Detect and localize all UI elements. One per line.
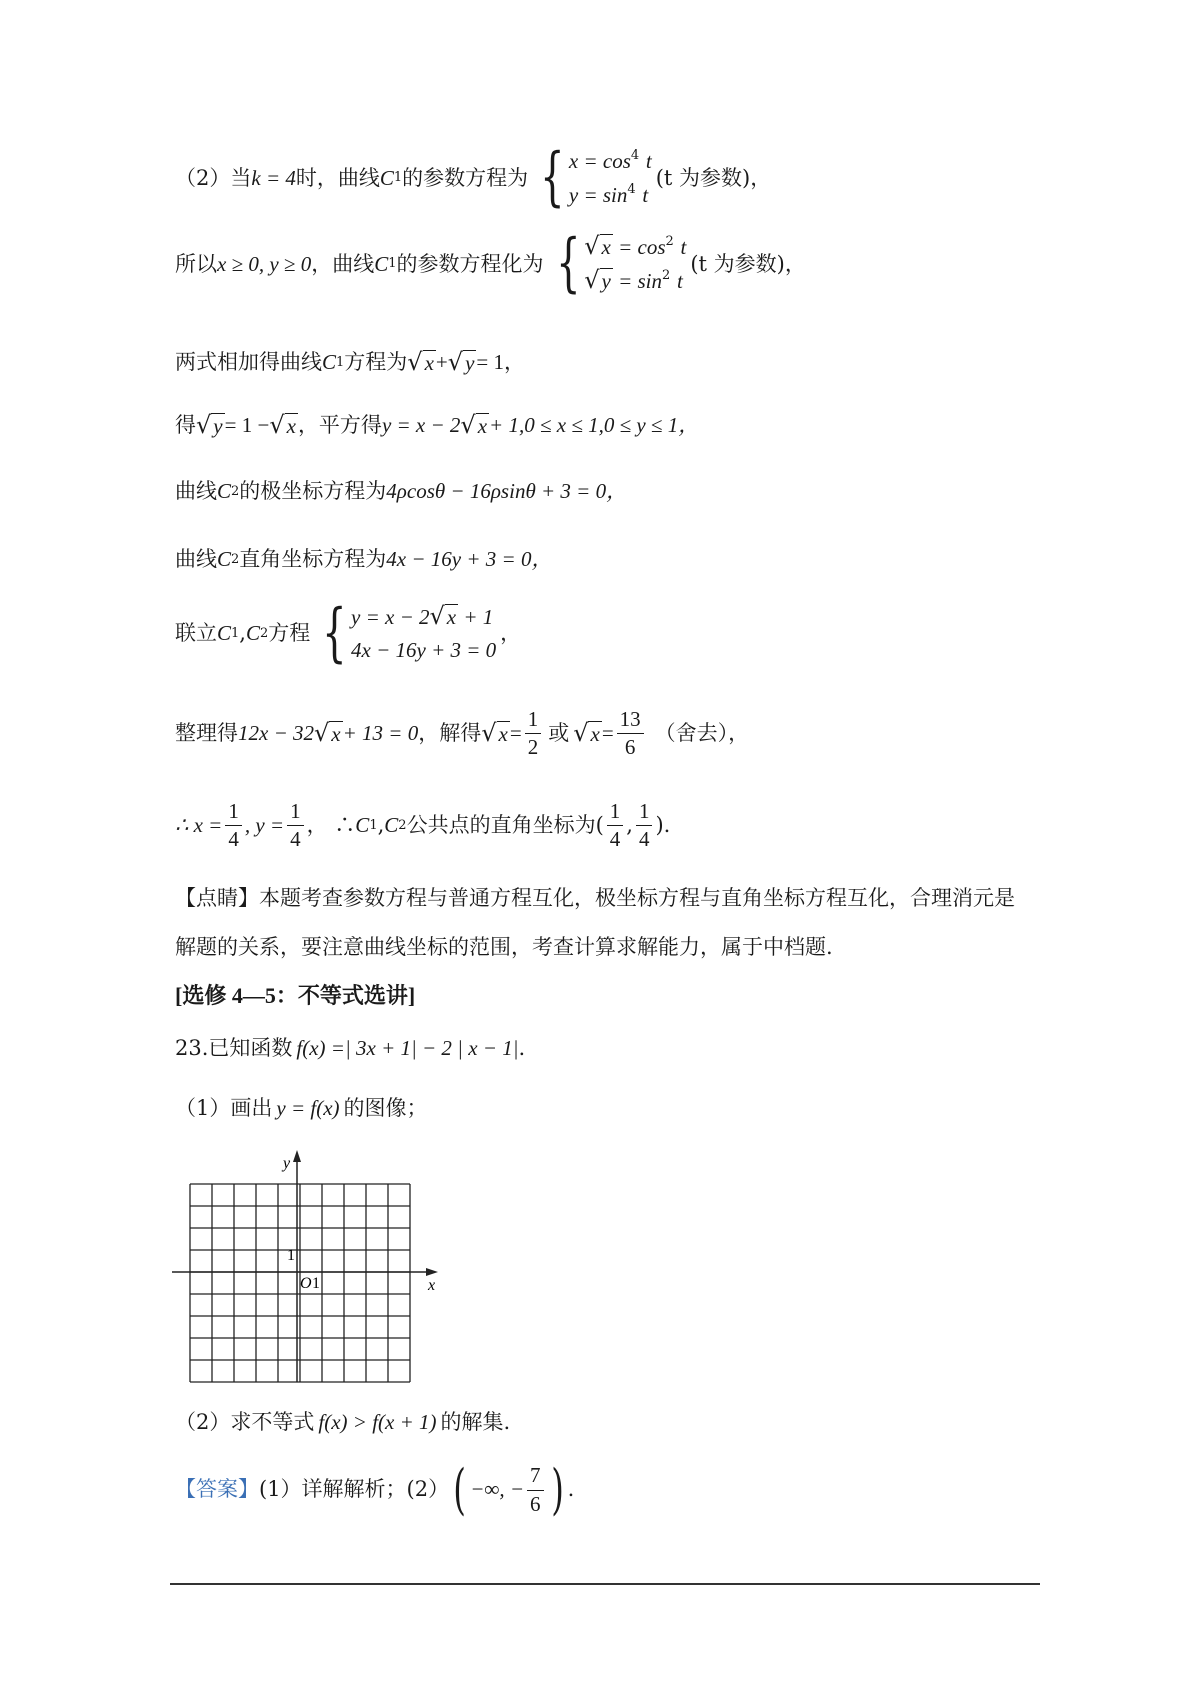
curve-c2: C <box>245 621 260 646</box>
brace-icon: { <box>540 140 565 215</box>
curve-c1-sub: 1 <box>393 170 403 186</box>
part2-lead: （2）求不等式 <box>175 1410 315 1434</box>
part4-lead: 两式相加得曲线 <box>175 350 322 374</box>
part4-line <box>175 350 525 375</box>
right-paren-icon: ) <box>550 1458 564 1521</box>
fraction-seven-sixths: $\frac{7}{6}$ <box>527 1464 544 1515</box>
part7-mid: 直角坐标方程为 <box>239 547 387 571</box>
part5-line <box>175 413 699 438</box>
sqrt-x: √ x <box>314 719 341 748</box>
x-axis-arrow-icon <box>426 1268 438 1276</box>
part8-line <box>175 595 522 670</box>
line-end: . <box>518 1036 526 1060</box>
answer-line <box>175 1458 575 1521</box>
param-note: (t 为参数)， <box>655 165 772 190</box>
question-23-part2 <box>175 1410 510 1435</box>
y-axis-arrow-icon <box>293 1150 301 1162</box>
part4-mid: 方程为 <box>344 350 408 374</box>
inequality: f(x) > f(x + 1) <box>318 1410 437 1434</box>
part1-lead: （1）画出 <box>175 1096 273 1120</box>
part3-after: 的参数方程化为 <box>396 251 544 276</box>
curve-c1-sub: 1 <box>388 256 397 272</box>
origin-label: O <box>300 1275 312 1292</box>
part2-after: 的参数方程为 <box>402 165 529 190</box>
curve-c1: C <box>379 165 394 190</box>
part6-line <box>175 479 627 504</box>
note-line-2: 解题的关系，要注意曲线坐标的范围，考查计算求解能力，属于中档题. <box>175 935 833 959</box>
line-end: ， <box>500 621 522 646</box>
or-word: 或 <box>548 721 570 745</box>
curve-c2: C <box>217 479 232 503</box>
fraction-quarter: $\frac{1}{4}$ <box>607 800 624 851</box>
question-lead: 23.已知函数 <box>175 1036 293 1060</box>
y-axis-label: y <box>283 1155 291 1172</box>
part2-end: 的解集. <box>440 1410 511 1434</box>
part9-line <box>175 708 749 759</box>
therefore-x: ∴ x = <box>175 813 223 837</box>
answer-text: (1）详解解析；(2） <box>259 1477 450 1502</box>
therefore-sign: ， ∴ <box>306 813 356 837</box>
curve-c1-sub: 1 <box>336 354 345 370</box>
answer-end: . <box>567 1477 575 1502</box>
squared-expression: y = x − 2 <box>381 413 461 437</box>
note-line-1: 【点睛】本题考查参数方程与普通方程互化，极坐标方程与直角坐标方程互化，合理消元是 <box>175 886 1015 910</box>
range-conditions: + 1,0 ≤ x ≤ 1,0 ≤ y ≤ 1， <box>489 413 700 437</box>
comma: , <box>377 813 385 837</box>
param-system-1 <box>532 140 652 215</box>
left-paren-icon: ( <box>453 1458 466 1521</box>
curve-c2: C <box>384 813 399 837</box>
polar-equation: 4ρcosθ − 16ρsinθ + 3 = 0， <box>386 479 628 503</box>
part2-line <box>175 140 772 215</box>
curve-c2-sub: 2 <box>398 817 407 833</box>
comma: , <box>626 813 633 837</box>
sqrt-x: √ x <box>460 411 488 440</box>
part3-mid: ，曲线 <box>311 251 375 276</box>
quadratic-part: 12x − 32 <box>238 721 314 745</box>
fraction-quarter: $\frac{1}{4}$ <box>287 800 304 851</box>
part7-line <box>175 547 552 572</box>
curve-c1: C <box>217 621 232 646</box>
part8-mid: 方程 <box>268 621 311 646</box>
curve-c1: C <box>322 350 337 374</box>
rectangular-equation: 4x − 16y + 3 = 0， <box>386 547 553 571</box>
nonneg-condition: x ≥ 0, y ≥ 0 <box>217 251 312 276</box>
discard-note: （舍去）， <box>654 721 750 745</box>
curve-c2-sub: 2 <box>260 625 269 641</box>
part2-lead: （2）当 <box>175 165 252 190</box>
part2-mid: 时，曲线 <box>295 165 380 190</box>
joint-system <box>314 595 497 670</box>
fraction-thirteen-sixths: $\frac{13}{6}$ <box>617 708 644 759</box>
curve-c2: C <box>217 547 232 571</box>
param-note: (t 为参数)， <box>690 251 806 276</box>
curve-c1-sub: 1 <box>231 625 240 641</box>
sqrt-x: √ x <box>269 411 296 440</box>
function-definition: f(x) =| 3x + 1| − 2 | x − 1| <box>296 1036 519 1060</box>
system-row: $y = \sin^4 t$ <box>568 182 649 208</box>
curve-c1: C <box>374 251 389 276</box>
coordinate-grid <box>170 1150 440 1390</box>
quadratic-end: + 13 = 0 <box>342 721 419 745</box>
part7-lead: 曲线 <box>175 547 217 571</box>
question-23 <box>175 1036 525 1061</box>
part3-lead: 所以 <box>175 251 217 276</box>
curve-c1: C <box>355 813 370 837</box>
footer-rule <box>170 1583 1040 1585</box>
part9-mid: ，解得 <box>418 721 482 745</box>
part10-line <box>175 800 670 851</box>
system-row: $x = \cos^4 t$ <box>568 148 652 173</box>
equation-part: = 1 − <box>224 413 270 437</box>
equals: = <box>509 721 522 745</box>
sqrt-x: √ x <box>573 719 600 748</box>
comma: , <box>239 621 246 646</box>
system-row: √ x = $\cos^2 t$ <box>584 232 687 260</box>
system-row: y = x − 2 √ x + 1 <box>351 602 494 630</box>
curve-c1-sub: 1 <box>369 817 378 833</box>
function-y: y = f(x) <box>276 1096 340 1120</box>
part5-mid: ，平方得 <box>297 413 382 437</box>
part8-lead: 联立 <box>175 621 217 646</box>
line-end: ). <box>655 813 671 837</box>
fraction-quarter: $\frac{1}{4}$ <box>225 800 242 851</box>
curve-c2-sub: 2 <box>231 551 240 567</box>
sqrt-x: √ x <box>481 719 508 748</box>
curve-c2-sub: 2 <box>231 483 240 499</box>
y-tick-label: 1 <box>287 1247 295 1264</box>
y-equals: , y = <box>244 813 285 837</box>
part6-mid: 的极坐标方程为 <box>239 479 387 503</box>
fraction-one-half: $\frac{1}{2}$ <box>525 708 542 759</box>
part6-lead: 曲线 <box>175 479 217 503</box>
x-tick-label: 1 <box>312 1275 320 1292</box>
equation-end: = 1， <box>476 350 525 374</box>
param-system-2 <box>548 226 687 301</box>
part3-line <box>175 226 806 301</box>
fraction-quarter: $\frac{1}{4}$ <box>636 800 653 851</box>
interval-lower: −∞, − <box>470 1477 524 1502</box>
question-23-part1 <box>175 1096 428 1121</box>
system-row: √ y = $\sin^2 t$ <box>584 266 683 295</box>
part1-end: 的图像； <box>343 1096 428 1120</box>
plus-sign: + <box>435 350 448 374</box>
part9-lead: 整理得 <box>175 721 238 745</box>
sqrt-y: √ y <box>447 348 475 377</box>
brace-icon: { <box>322 595 347 670</box>
sqrt-x: √ x <box>407 348 434 377</box>
system-row: 4x − 16y + 3 = 0 <box>351 638 497 663</box>
part5-lead: 得 <box>175 413 196 437</box>
brace-icon: { <box>555 226 581 301</box>
sqrt-y: √ y <box>196 411 223 440</box>
x-axis-label: x <box>428 1277 436 1294</box>
k-equation: k = 4 <box>251 165 296 190</box>
section-heading: [选修 4—5：不等式选讲] <box>175 983 416 1008</box>
equals: = <box>601 721 614 745</box>
common-point-text: 公共点的直角坐标为( <box>406 813 604 837</box>
answer-tag: 【答案】 <box>175 1477 259 1502</box>
